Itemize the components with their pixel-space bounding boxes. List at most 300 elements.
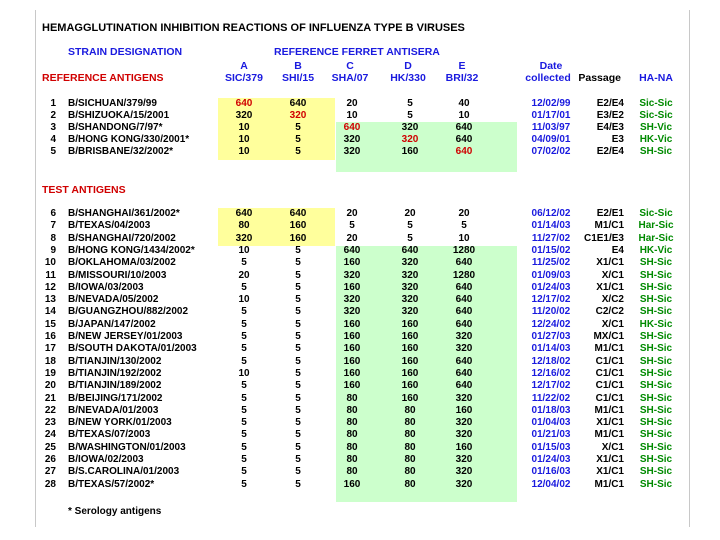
titer-value: 640	[455, 306, 473, 318]
titer-value: 640	[455, 122, 473, 133]
date-collected: 01/14/03	[531, 343, 571, 355]
date-collected: 01/04/03	[531, 417, 571, 429]
col-letter-a: A	[240, 60, 248, 72]
titer-value: 160	[343, 318, 361, 330]
passage: X1/C1	[596, 454, 624, 465]
row-number: 11	[45, 269, 56, 281]
titer-value: 5	[295, 404, 301, 416]
titer-value: 5	[295, 269, 301, 281]
table-row	[36, 429, 689, 441]
titer-value: 5	[295, 122, 301, 133]
titer-value: 320	[289, 110, 307, 121]
table-row	[36, 479, 689, 491]
table-row	[36, 282, 689, 294]
titer-value: 5	[295, 281, 301, 293]
titer-value: 640	[289, 208, 307, 219]
ha-na: SH-Sic	[639, 343, 673, 355]
titer-value: 5	[295, 343, 301, 355]
table-row	[36, 380, 689, 392]
strain-name: B/NEW YORK/01/2003	[68, 417, 172, 429]
ha-na: SH-Sic	[639, 429, 673, 441]
date-collected: 12/24/02	[531, 318, 571, 330]
ha-na: SH-Vic	[639, 122, 673, 133]
strain-name: B/TEXAS/07/2003	[68, 429, 151, 441]
titer-value: 10	[238, 244, 250, 256]
date-collected: 11/03/97	[531, 122, 571, 133]
titer-value: 20	[458, 208, 470, 219]
titer-value: 160	[455, 441, 473, 453]
date-collected: 06/12/02	[531, 208, 571, 219]
date-collected: 11/25/02	[531, 257, 571, 269]
passage: E4/E3	[596, 122, 624, 133]
date-collected: 12/16/02	[531, 367, 571, 379]
strain-name: B/TEXAS/04/2003	[68, 220, 151, 232]
table-row	[36, 368, 689, 380]
row-number: 10	[44, 257, 56, 269]
titer-value: 80	[346, 454, 358, 465]
titer-value: 640	[455, 257, 473, 269]
titer-value: 5	[295, 306, 301, 318]
strain-name: B/OKLAHOMA/03/2002	[68, 257, 176, 269]
row-number: 5	[50, 146, 56, 157]
titer-value: 160	[343, 257, 361, 269]
titer-value: 5	[295, 466, 301, 478]
titer-value: 20	[346, 232, 358, 244]
titer-value: 10	[458, 232, 470, 244]
passage: C2/C2	[595, 306, 624, 318]
titer-value: 5	[241, 318, 247, 330]
row-number: 21	[44, 392, 56, 404]
titer-value: 320	[235, 110, 253, 121]
titer-value: 160	[401, 392, 419, 404]
date-collected: 01/24/03	[531, 281, 571, 293]
titer-value: 5	[241, 478, 247, 490]
titer-value: 320	[455, 478, 473, 490]
date-collected: 11/20/02	[531, 306, 571, 318]
passage: E2/E1	[596, 208, 624, 219]
strain-name: B/JAPAN/147/2002	[68, 318, 156, 330]
titer-value: 5	[241, 441, 247, 453]
titer-value: 160	[401, 318, 419, 330]
strain-name: B/HONG KONG/330/2001*	[68, 134, 190, 145]
passage: X1/C1	[596, 281, 624, 293]
titer-value: 80	[346, 417, 358, 429]
passage: C1/C1	[595, 392, 624, 404]
titer-value: 160	[401, 380, 419, 392]
strain-name: B/SHANGHAI/361/2002*	[68, 208, 180, 219]
titer-value: 320	[455, 343, 473, 355]
titer-value: 160	[343, 380, 361, 392]
titer-value: 80	[346, 429, 358, 441]
date-collected: 12/18/02	[531, 355, 571, 367]
col-name-bri: BRI/32	[445, 72, 479, 84]
test-antigens-header: TEST ANTIGENS	[42, 184, 126, 196]
ha-na: SH-Sic	[639, 281, 673, 293]
titer-value: 80	[404, 466, 416, 478]
titer-value: 20	[346, 208, 358, 219]
titer-value: 10	[238, 134, 250, 145]
col-letter-d: D	[404, 60, 412, 72]
titer-value: 1280	[452, 244, 476, 256]
titer-value: 160	[455, 404, 473, 416]
row-number: 9	[50, 244, 56, 256]
ha-na-header: HA-NA	[639, 72, 673, 84]
table-row	[36, 233, 689, 245]
passage: X/C2	[601, 294, 624, 306]
titer-value: 5	[241, 417, 247, 429]
date-collected: 01/27/03	[531, 331, 571, 342]
titer-value: 5	[241, 306, 247, 318]
titer-value: 5	[241, 466, 247, 478]
ha-na: Har-Sic	[638, 220, 674, 232]
titer-value: 320	[235, 232, 253, 244]
ha-na: SH-Sic	[639, 380, 673, 392]
row-number: 26	[44, 454, 56, 465]
titer-value: 320	[343, 146, 361, 157]
row-number: 3	[50, 122, 56, 133]
passage: M1/C1	[594, 478, 624, 490]
titer-value: 5	[407, 98, 413, 109]
row-number: 19	[44, 367, 56, 379]
strain-name: B/IOWA/03/2003	[68, 281, 144, 293]
titer-value: 80	[404, 478, 416, 490]
titer-value: 320	[343, 134, 361, 145]
strain-name: B/TIANJIN/192/2002	[68, 367, 162, 379]
passage: M1/C1	[594, 404, 624, 416]
strain-name: B/TIANJIN/189/2002	[68, 380, 162, 392]
titer-value: 5	[461, 220, 467, 232]
row-number: 7	[50, 220, 56, 232]
ha-na: SH-Sic	[639, 466, 673, 478]
date-collected: 01/17/01	[531, 110, 571, 121]
row-number: 18	[44, 355, 56, 367]
passage: C1/C1	[595, 355, 624, 367]
page-title: HEMAGGLUTINATION INHIBITION REACTIONS OF INFLUENZA TYPE B VIRUSES	[42, 22, 465, 34]
passage: E2/E4	[596, 146, 624, 157]
titer-value: 5	[295, 478, 301, 490]
titer-value: 640	[455, 294, 473, 306]
col-name-shi: SHI/15	[281, 72, 315, 84]
date-collected: 01/09/03	[531, 269, 571, 281]
ha-na: SH-Sic	[639, 441, 673, 453]
titer-value: 320	[455, 331, 473, 342]
passage: E3/E2	[596, 110, 624, 121]
titer-value: 5	[295, 417, 301, 429]
ha-na: HK-Vic	[639, 244, 673, 256]
titer-value: 5	[295, 318, 301, 330]
titer-value: 5	[295, 355, 301, 367]
ha-na: SH-Sic	[639, 355, 673, 367]
titer-value: 320	[401, 281, 419, 293]
strain-name: B/IOWA/02/2003	[68, 454, 144, 465]
strain-name: B/NEVADA/05/2002	[68, 294, 159, 306]
titer-value: 160	[343, 281, 361, 293]
titer-value: 640	[455, 380, 473, 392]
footnote: * Serology antigens	[68, 506, 162, 517]
titer-value: 5	[241, 257, 247, 269]
passage-header: Passage	[578, 72, 621, 84]
row-number: 2	[50, 110, 56, 121]
passage: E2/E4	[596, 98, 624, 109]
col-name-hk: HK/330	[390, 72, 426, 84]
col-name-sic: SIC/379	[225, 72, 263, 84]
titer-value: 320	[455, 392, 473, 404]
passage: X/C1	[601, 441, 624, 453]
titer-value: 5	[241, 331, 247, 342]
titer-value: 320	[401, 294, 419, 306]
table-row	[36, 405, 689, 417]
strain-name: B/SOUTH DAKOTA/01/2003	[68, 343, 197, 355]
strain-name: B/SHANGHAI/720/2002	[68, 232, 176, 244]
row-number: 22	[44, 404, 56, 416]
titer-value: 10	[238, 294, 250, 306]
titer-value: 5	[295, 367, 301, 379]
titer-value: 80	[346, 441, 358, 453]
titer-value: 5	[295, 441, 301, 453]
titer-value: 10	[238, 146, 250, 157]
row-number: 24	[44, 429, 56, 441]
date-collected: 11/27/02	[531, 232, 571, 244]
col-letter-b: B	[294, 60, 302, 72]
titer-value: 5	[407, 110, 413, 121]
titer-value: 80	[404, 404, 416, 416]
titer-value: 20	[404, 208, 416, 219]
ha-na: Sic-Sic	[639, 110, 673, 121]
date-collected: 01/14/03	[531, 220, 571, 232]
row-number: 28	[44, 478, 56, 490]
titer-value: 5	[295, 146, 301, 157]
titer-value: 320	[455, 417, 473, 429]
titer-value: 640	[289, 98, 307, 109]
date-collected: 12/17/02	[531, 380, 571, 392]
titer-value: 5	[407, 232, 413, 244]
strain-name: B/BEIJING/171/2002	[68, 392, 163, 404]
ha-na: HK-Vic	[639, 134, 673, 145]
date-collected: 11/22/02	[531, 392, 571, 404]
passage: X1/C1	[596, 466, 624, 478]
row-number: 15	[44, 318, 56, 330]
titer-value: 640	[455, 146, 473, 157]
ha-na: SH-Sic	[639, 392, 673, 404]
ha-na: SH-Sic	[639, 417, 673, 429]
strain-name: B/SHANDONG/7/97*	[68, 122, 163, 133]
table-row	[36, 442, 689, 454]
titer-value: 160	[401, 355, 419, 367]
passage: M1/C1	[594, 429, 624, 441]
titer-value: 640	[455, 367, 473, 379]
titer-value: 20	[346, 98, 358, 109]
titer-value: 320	[401, 306, 419, 318]
titer-value: 5	[295, 257, 301, 269]
titer-value: 640	[455, 281, 473, 293]
row-number: 12	[44, 281, 56, 293]
titer-value: 320	[343, 269, 361, 281]
date-collected: 01/21/03	[531, 429, 571, 441]
table-row	[36, 134, 689, 146]
titer-value: 320	[401, 257, 419, 269]
titer-value: 5	[241, 404, 247, 416]
titer-value: 320	[401, 134, 419, 145]
passage: C1/C1	[595, 367, 624, 379]
row-number: 1	[50, 98, 56, 109]
ha-na: SH-Sic	[639, 478, 673, 490]
strain-name: B/GUANGZHOU/882/2002	[68, 306, 189, 318]
titer-value: 5	[295, 429, 301, 441]
ha-na: Sic-Sic	[639, 208, 673, 219]
date-collected: 07/02/02	[531, 146, 571, 157]
passage: C1/C1	[595, 380, 624, 392]
passage: E4	[611, 244, 624, 256]
ha-na: SH-Sic	[639, 367, 673, 379]
row-number: 17	[44, 343, 56, 355]
table-row	[36, 356, 689, 368]
ha-na: Sic-Sic	[639, 98, 673, 109]
titer-value: 40	[458, 98, 470, 109]
col-letter-e: E	[458, 60, 466, 72]
strain-name: B/S.CAROLINA/01/2003	[68, 466, 180, 478]
ha-na: SH-Sic	[639, 146, 673, 157]
row-number: 25	[44, 441, 56, 453]
row-number: 13	[44, 294, 56, 306]
titer-value: 5	[241, 429, 247, 441]
ha-na: SH-Sic	[639, 331, 673, 342]
table-row	[36, 393, 689, 405]
passage: X/C1	[601, 318, 624, 330]
table-row	[36, 110, 689, 122]
titer-value: 80	[404, 417, 416, 429]
ha-na: SH-Sic	[639, 269, 673, 281]
ha-na: SH-Sic	[639, 257, 673, 269]
titer-value: 640	[401, 244, 419, 256]
titer-value: 320	[343, 306, 361, 318]
strain-name: B/WASHINGTON/01/2003	[68, 441, 186, 453]
titer-value: 320	[455, 429, 473, 441]
table-row	[36, 122, 689, 134]
ha-na: SH-Sic	[639, 294, 673, 306]
passage: X1/C1	[596, 257, 624, 269]
passage: X1/C1	[596, 417, 624, 429]
strain-designation-header: STRAIN DESIGNATION	[68, 46, 183, 58]
col-name-sha: SHA/07	[331, 72, 369, 84]
titer-value: 160	[343, 355, 361, 367]
strain-name: B/BRISBANE/32/2002*	[68, 146, 174, 157]
titer-value: 160	[343, 331, 361, 342]
titer-value: 80	[346, 404, 358, 416]
titer-value: 640	[455, 318, 473, 330]
titer-value: 5	[241, 454, 247, 465]
titer-value: 640	[455, 134, 473, 145]
date-collected: 01/15/02	[531, 244, 571, 256]
strain-name: B/HONG KONG/1434/2002*	[68, 244, 195, 256]
row-number: 6	[50, 208, 56, 219]
reference-antigens-header: REFERENCE ANTIGENS	[42, 72, 164, 84]
titer-value: 5	[295, 392, 301, 404]
titer-value: 160	[343, 367, 361, 379]
table-row	[36, 294, 689, 306]
titer-value: 10	[458, 110, 470, 121]
titer-value: 20	[238, 269, 250, 281]
titer-value: 320	[401, 269, 419, 281]
strain-name: B/TIANJIN/130/2002	[68, 355, 162, 367]
collected-header: collected	[525, 72, 571, 84]
titer-value: 640	[455, 355, 473, 367]
table-row	[36, 220, 689, 232]
table-row	[36, 306, 689, 318]
titer-value: 640	[235, 98, 253, 109]
titer-value: 5	[241, 355, 247, 367]
table-row	[36, 208, 689, 220]
table-row	[36, 146, 689, 158]
row-number: 27	[44, 466, 56, 478]
table-row	[36, 98, 689, 110]
date-collected: 04/09/01	[531, 134, 571, 145]
titer-value: 10	[238, 367, 250, 379]
row-number: 8	[50, 232, 56, 244]
row-number: 14	[44, 306, 56, 318]
titer-value: 160	[401, 331, 419, 342]
titer-value: 640	[235, 208, 253, 219]
row-number: 4	[50, 134, 56, 145]
date-header: Date	[539, 60, 563, 72]
titer-value: 160	[289, 220, 307, 232]
spreadsheet	[35, 10, 690, 527]
passage: C1E1/E3	[583, 232, 624, 244]
titer-value: 5	[241, 392, 247, 404]
titer-value: 80	[346, 466, 358, 478]
passage: M1/C1	[594, 343, 624, 355]
titer-value: 5	[241, 380, 247, 392]
ha-na: SH-Sic	[639, 404, 673, 416]
ha-na: SH-Sic	[639, 454, 673, 465]
reference-antisera-header: REFERENCE FERRET ANTISERA	[274, 46, 440, 58]
titer-value: 10	[238, 122, 250, 133]
table-row	[36, 257, 689, 269]
titer-value: 5	[295, 380, 301, 392]
titer-value: 80	[404, 454, 416, 465]
table-row	[36, 331, 689, 343]
titer-value: 80	[238, 220, 250, 232]
ha-na: Har-Sic	[638, 232, 674, 244]
passage: MX/C1	[593, 331, 624, 342]
titer-value: 10	[346, 110, 358, 121]
titer-value: 80	[346, 392, 358, 404]
titer-value: 5	[295, 244, 301, 256]
titer-value: 320	[401, 122, 419, 133]
ha-na: HK-Sic	[639, 318, 673, 330]
ha-na: SH-Sic	[639, 306, 673, 318]
strain-name: B/SHIZUOKA/15/2001	[68, 110, 170, 121]
table-row	[36, 454, 689, 466]
strain-name: B/MISSOURI/10/2003	[68, 269, 167, 281]
passage: E3	[611, 134, 624, 145]
row-number: 16	[44, 331, 56, 342]
titer-value: 160	[289, 232, 307, 244]
date-collected: 01/24/03	[531, 454, 571, 465]
date-collected: 12/02/99	[531, 98, 571, 109]
strain-name: B/SICHUAN/379/99	[68, 98, 157, 109]
titer-value: 160	[401, 343, 419, 355]
strain-name: B/NEVADA/01/2003	[68, 404, 159, 416]
row-number: 20	[44, 380, 56, 392]
titer-value: 5	[295, 454, 301, 465]
titer-value: 320	[343, 294, 361, 306]
titer-value: 160	[343, 478, 361, 490]
titer-value: 5	[241, 281, 247, 293]
date-collected: 12/17/02	[531, 294, 571, 306]
titer-value: 640	[343, 122, 361, 133]
date-collected: 12/04/02	[531, 478, 571, 490]
titer-value: 320	[455, 454, 473, 465]
